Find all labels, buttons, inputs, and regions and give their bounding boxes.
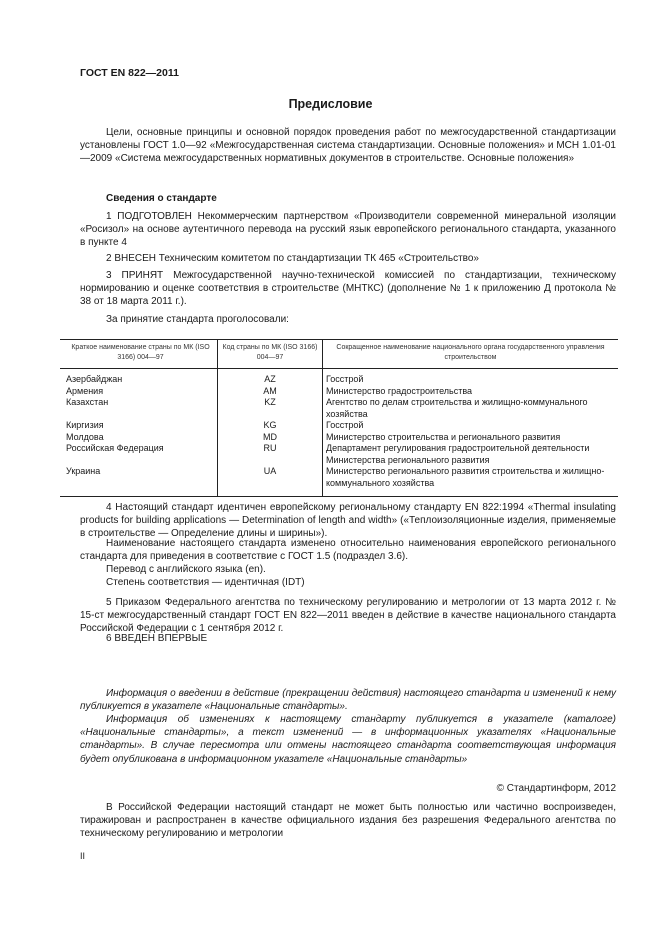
organ-cell: Министерство градостроительства	[323, 386, 619, 398]
code-cell: AM	[218, 386, 323, 398]
header-country: Краткое наименование страны по МК (ISO 3166) 004—97	[60, 340, 218, 369]
organ-cell: Министерство строительства и регионального развития	[323, 432, 619, 444]
country-cell: Казахстан	[66, 397, 109, 407]
table-row	[60, 443, 618, 466]
vote-table	[60, 339, 618, 497]
voted-intro: За принятие стандарта проголосовали:	[106, 314, 289, 325]
table-row	[60, 386, 618, 398]
notice-paragraph-2: Информация об изменениях к настоящему стандарту публикуется в указателе (каталоге) «Национальные стандарты», а текст изменений — в информационных указателях «Национальные стандарты». В случае пересмотра или отмены настоящего стандарта соответствующая информация будет опубликована в информационном указателе «Национальные стандарты»	[80, 714, 616, 765]
page-number: II	[80, 851, 86, 861]
country-cell: Украина	[60, 466, 218, 497]
notice-paragraph-1: Информация о введении в действие (прекращении действия) настоящего стандарта и изменений к нему публикуется в указателе «Национальные стандарты».	[80, 688, 616, 713]
document-code: ГОСТ EN 822—2011	[80, 67, 179, 79]
country-cell: Молдова	[66, 431, 104, 442]
item-4-degree: Степень соответствия — идентичная (IDT)	[106, 577, 305, 588]
item-2: 2 ВНЕСЕН Техническим комитетом по стандартизации ТК 465 «Строительство»	[106, 253, 479, 264]
info-heading: Сведения о стандарте	[106, 193, 217, 204]
table-row	[60, 466, 618, 497]
organ-cell: Департамент регулирования градостроительной деятельности Министерства регионального развития	[323, 443, 619, 466]
country-cell: Российская Федерация	[66, 443, 164, 453]
table-row	[60, 397, 618, 420]
table-row	[60, 369, 618, 386]
item-1: 1 ПОДГОТОВЛЕН Некоммерческим партнерством «Производители современной минеральной изоляции «Росизол» на основе аутентичного перевода на русский язык европейского регионального стандарта, указанного в пункте 4	[80, 211, 616, 249]
country-cell: Киргизия	[66, 420, 104, 430]
item-4: 4 Настоящий стандарт идентичен европейскому региональному стандарту EN 822:1994 «Thermal insulating products for building applications — Determination of length and width» («Теплоизоляционные изделия, применяемые в строительстве — Определение длины и ширины»).	[80, 502, 616, 540]
rights-paragraph: В Российской Федерации настоящий стандарт не может быть полностью или частично воспроизведен, тиражирован и распространен в качестве официального издания без разрешения Федерального агентства по техническому регулированию и метрологии	[80, 802, 616, 840]
country-cell: Армения	[66, 385, 104, 396]
item-5: 5 Приказом Федерального агентства по техническому регулированию и метрологии от 13 марта 2012 г. № 15-ст межгосударственный стандарт ГОСТ EN 822—2011 введен в действие в качестве национального стандарта Российской Федерации с 1 сентября 2012 г.	[80, 597, 616, 635]
table-row	[60, 420, 618, 432]
header-organ: Сокращенное наименование национального органа государственного управления строительством	[323, 340, 619, 369]
header-code: Код страны по МК (ISO 3166) 004—97	[218, 340, 323, 369]
item-4-translation: Перевод с английского языка (en).	[106, 564, 266, 575]
code-cell: UA	[218, 466, 323, 497]
organ-cell: Министерство регионального развития строительства и жилищно-коммунального хозяйства	[323, 466, 619, 497]
organ-cell: Госстрой	[323, 420, 619, 432]
item-4-name-note: Наименование настоящего стандарта изменено относительно наименования европейского регионального стандарта для приведения в соответствие с ГОСТ 1.5 (подраздел 3.6).	[80, 538, 616, 563]
page-title: Предисловие	[288, 97, 373, 111]
table-row	[60, 432, 618, 444]
code-cell: AZ	[218, 369, 323, 386]
code-cell: KZ	[218, 397, 323, 420]
item-6: 6 ВВЕДЕН ВПЕРВЫЕ	[106, 633, 208, 644]
code-cell: MD	[218, 432, 323, 444]
organ-cell: Агентство по делам строительства и жилищно-коммунального хозяйства	[323, 397, 619, 420]
code-cell: KG	[218, 420, 323, 432]
code-cell: RU	[218, 443, 323, 466]
country-cell: Азербайджан	[66, 374, 123, 384]
item-3: 3 ПРИНЯТ Межгосударственной научно-технической комиссией по стандартизации, техническому нормированию и оценке соответствия в строительстве (МНТКС) (дополнение № 1 к приложению Д протокола № 38 от 18 марта 2011 г.).	[80, 270, 616, 308]
copyright-line: © Стандартинформ, 2012	[496, 783, 616, 794]
vote-table-header	[60, 340, 618, 369]
organ-cell: Госстрой	[323, 369, 619, 386]
intro-paragraph: Цели, основные принципы и основной порядок проведения работ по межгосударственной стандартизации установлены ГОСТ 1.0—92 «Межгосударственная система стандартизации. Основные положения» и МСН 1.01-01—2009 «Система межгосударственных нормативных документов в строительстве. Основные положения»	[80, 127, 616, 165]
